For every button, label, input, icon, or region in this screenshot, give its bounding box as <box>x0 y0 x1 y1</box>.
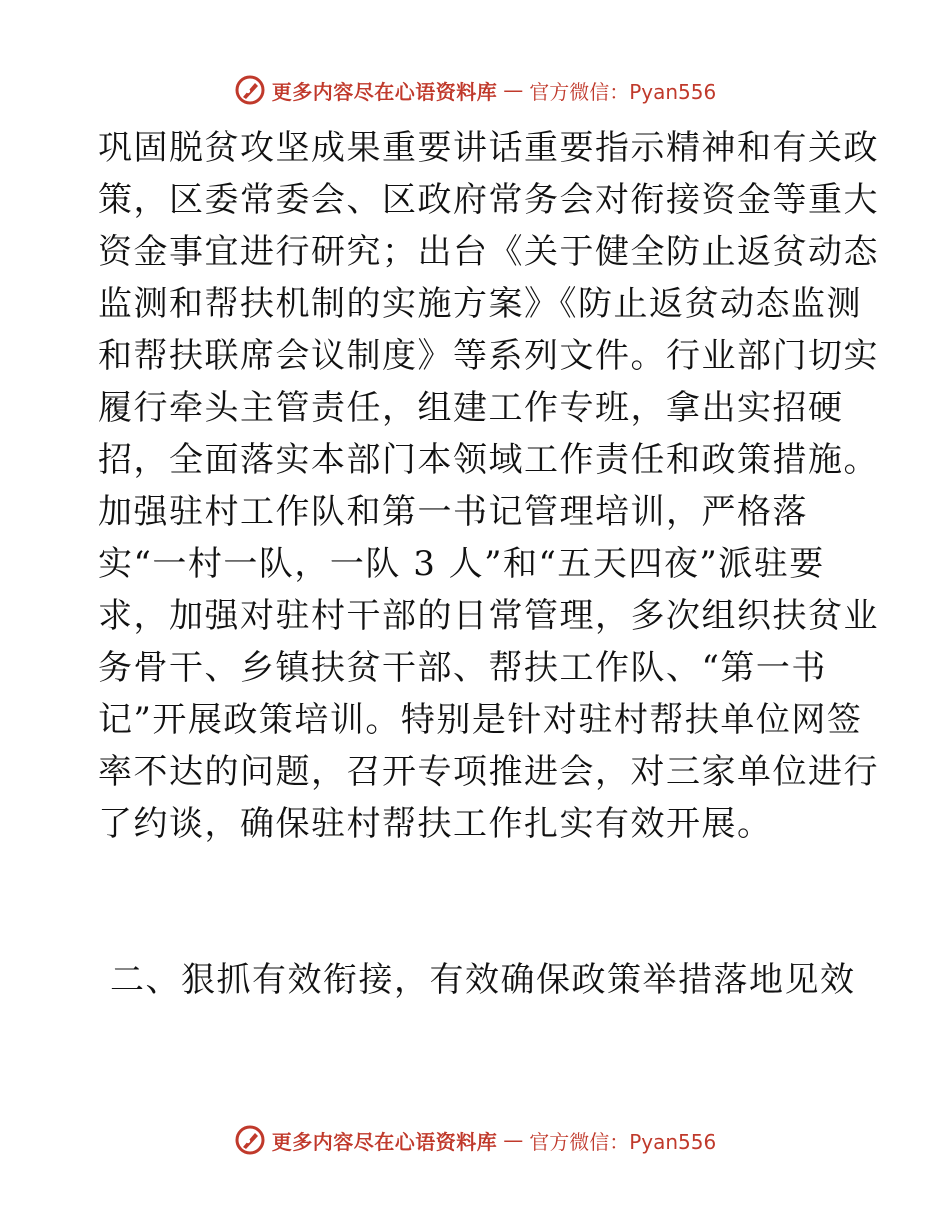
body-line: 实“一村一队，一队 3 人”和“五天四夜”派驻要 <box>98 544 825 584</box>
document-body <box>98 124 879 852</box>
body-line: 策，区委常委会、区政府常务会对衔接资金等重大 <box>98 180 879 220</box>
body-line: 监测和帮扶机制的实施方案》《防止返贫动态监测 <box>98 284 862 324</box>
section-heading: 二、狠抓有效衔接，有效确保政策举措落地见效 <box>110 960 856 1000</box>
body-line: 资金事宜进行研究；出台《关于健全防止返贫动态 <box>98 232 879 272</box>
body-line: 求，加强对驻村干部的日常管理，多次组织扶贫业 <box>98 596 879 636</box>
body-line: 招，全面落实本部门本领域工作责任和政策措施。 <box>98 440 879 480</box>
pen-circle-logo-icon <box>234 1124 266 1156</box>
watermark-separator: — <box>503 1128 524 1152</box>
watermark-title: 更多内容尽在心语资料库 <box>271 1129 498 1154</box>
body-line: 和帮扶联席会议制度》等系列文件。行业部门切实 <box>98 336 879 376</box>
body-line: 履行牵头主管责任，组建工作专班，拿出实招硬 <box>98 388 844 428</box>
watermark-contact: 官方微信：Pyan556 <box>529 1129 717 1154</box>
body-line: 加强驻村工作队和第一书记管理培训，严格落 <box>98 492 808 532</box>
body-line: 记”开展政策培训。特别是针对驻村帮扶单位网签 <box>98 700 863 740</box>
body-line: 了约谈，确保驻村帮扶工作扎实有效开展。 <box>98 804 773 844</box>
body-line: 巩固脱贫攻坚成果重要讲话重要指示精神和有关政 <box>98 128 879 168</box>
watermark-contact: 官方微信：Pyan556 <box>529 79 717 104</box>
body-line: 务骨干、乡镇扶贫干部、帮扶工作队、“第一书 <box>98 648 827 688</box>
footer-watermark <box>0 1120 950 1160</box>
watermark-title: 更多内容尽在心语资料库 <box>271 79 498 104</box>
body-line: 率不达的问题，召开专项推进会，对三家单位进行 <box>98 752 879 792</box>
watermark-separator: — <box>503 78 524 102</box>
header-watermark <box>0 70 950 110</box>
pen-circle-logo-icon <box>234 74 266 106</box>
